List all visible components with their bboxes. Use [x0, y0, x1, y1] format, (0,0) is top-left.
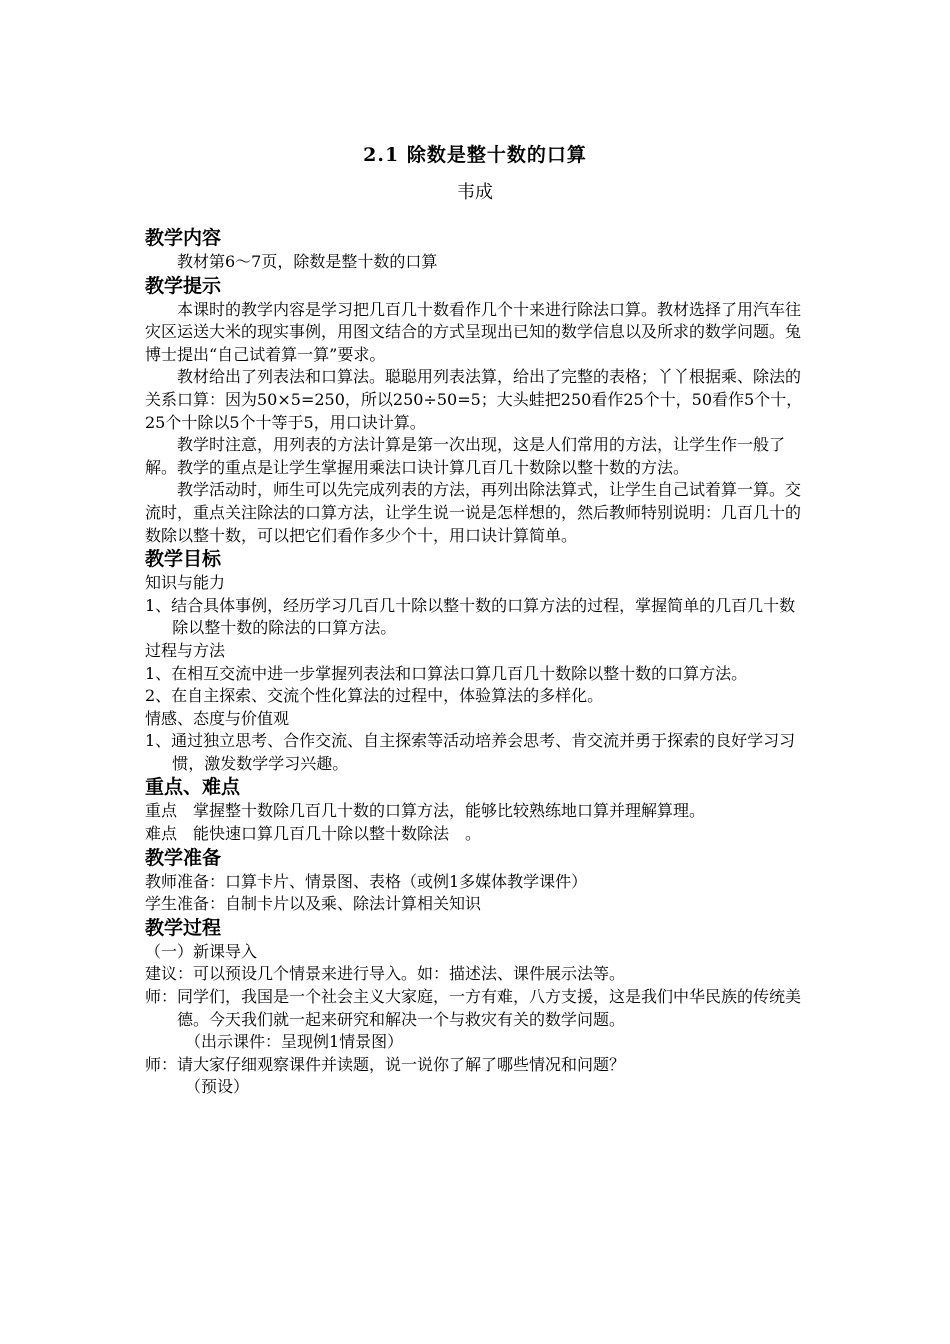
tips-paragraph-2: 教材给出了列表法和口算法。聪聪用列表法算，给出了完整的表格；丫丫根据乘、除法的关系口算：因为50×5=250，所以250÷50=5；大头蛙把250看作25个十，50看作5个十，25个十除以5个十等于5，用口诀计算。 [145, 367, 803, 432]
difficult-point: 难点 能快速口算几百几十除以整十数除法 。 [145, 824, 482, 844]
goals-subheading-process: 过程与方法 [145, 640, 226, 660]
document-body [145, 226, 810, 1099]
key-point: 重点 掌握整十数除几百几十数的口算方法，能够比较熟练地口算并理解算理。 [145, 801, 706, 821]
tips-paragraph-1: 本课时的教学内容是学习把几百几十数看作几个十来进行除法口算。教材选择了用汽车往灾区运送大米的现实事例，用图文结合的方式呈现出已知的数学信息以及所求的数学问题。兔博士提出“自己试着算一算”要求。 [145, 299, 802, 364]
process-preset: （预设） [185, 1077, 250, 1097]
tips-paragraph-3: 教学时注意，用列表的方法计算是第一次出现，这是人们常用的方法，让学生作一般了解。教学的重点是让学生掌握用乘法口诀计算几百几十数除以整十数的方法。 [145, 435, 786, 477]
goals-item-3: 2、在自主探索、交流个性化算法的过程中，体验算法的多样化。 [145, 686, 604, 706]
tips-paragraph-4: 教学活动时，师生可以先完成列表的方法，再列出除法算式，让学生自己试着算一算。交流时，重点关注除法的口算方法，让学生说一说是怎样想的，然后教师特别说明：几百几十的数除以整十数，可以把它们看作多少个十，用口诀计算简单。 [145, 480, 802, 545]
section-heading-content: 教学内容 [145, 227, 222, 249]
prep-teacher: 教师准备：口算卡片、情景图、表格（或例1多媒体教学课件） [145, 871, 588, 891]
goals-item-2: 1、在相互交流中进一步掌握列表法和口算法口算几百几十数除以整十数的口算方法。 [145, 663, 748, 683]
goals-subheading-attitude: 情感、态度与价值观 [145, 708, 290, 728]
process-teacher-line-1: 师：同学们，我国是一个社会主义大家庭，一方有难，八方支援，这是我们中华民族的传统美德。今天我们就一起来研究和解决一个与救灾有关的数学问题。 [145, 987, 802, 1029]
goals-subheading-knowledge: 知识与能力 [145, 573, 226, 593]
goals-item-4: 1、通过独立思考、合作交流、自主探索等活动培养会思考、肯交流并勇于探索的良好学习习惯，激发数学学习兴趣。 [145, 731, 796, 773]
content-text: 教材第6～7页，除数是整十数的口算 [177, 252, 438, 271]
author-name: 韦成 [457, 182, 493, 203]
section-heading-key: 重点、难点 [145, 776, 241, 799]
process-show-courseware: （出示课件：呈现例1情景图） [185, 1032, 404, 1052]
prep-student: 学生准备：自制卡片以及乘、除法计算相关知识 [145, 894, 482, 914]
process-teacher-line-2: 师：请大家仔细观察课件并读题，说一说你了解了哪些情况和问题？ [145, 1054, 626, 1074]
section-heading-process: 教学过程 [145, 916, 222, 939]
goals-item-1: 1、结合具体事例，经历学习几百几十除以整十数的口算方法的过程，掌握简单的几百几十数除以整十数的除法的口算方法。 [145, 595, 796, 638]
section-heading-prep: 教学准备 [145, 846, 222, 869]
section-heading-tips: 教学提示 [145, 274, 222, 297]
process-suggestion: 建议：可以预设几个情景来进行导入。如：描述法、课件展示法等。 [145, 964, 626, 984]
page-title: 2.1 除数是整十数的口算 [363, 144, 587, 166]
process-step-1: （一）新课导入 [145, 941, 258, 961]
section-heading-goals: 教学目标 [145, 548, 222, 571]
